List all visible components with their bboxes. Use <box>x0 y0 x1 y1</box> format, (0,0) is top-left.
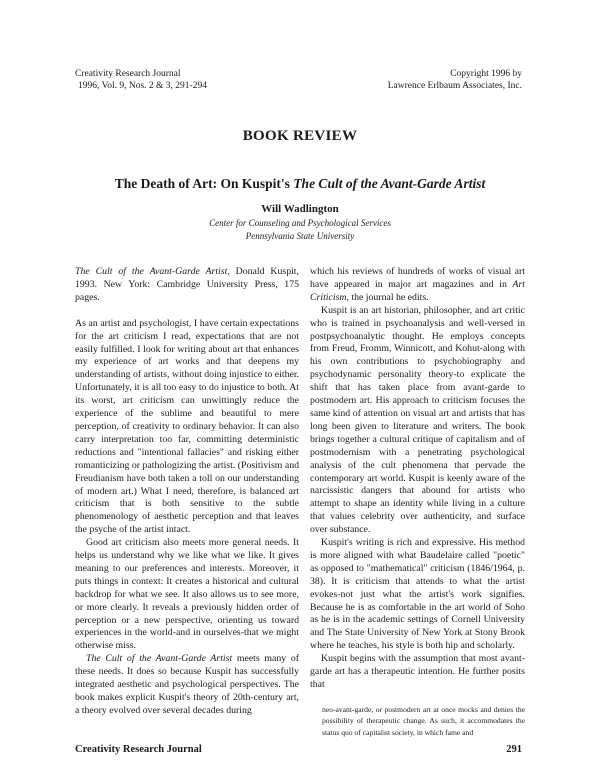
author-affiliation-1: Center for Counseling and Psychological Services <box>209 218 391 228</box>
right-paragraph-2: Kuspit is an art historian, philosopher, and art critic who is trained in psychoanalysis and well-versed in postpsychoanalytic thought. He employs concepts from Freud, Fromm, Winnicott, and Kohut-along with his own contributions to psychobiography and psychodynamic personality theory-to explicate the shift that has taken place from avant-garde to postmodern art. His approach to criticism focuses the same kind of attention on visual art and artists that has long been given to literature and writers. The book brings together a cultural critique of capitalism and of postmodernism with a penetrating psychological analysis of the cult phenomena that pervade the contemporary art world. Kuspit is keenly aware of the narcissistic dangers that abound for artists who attempt to shape an identity while living in a culture that values celebrity over authenticity, and surface over substance. <box>310 304 525 536</box>
left-paragraph-3 <box>75 653 299 718</box>
book-citation <box>75 266 299 305</box>
r1-start: which his reviews of hundreds of works of visual art have appeared in major art magazines and in <box>310 266 525 290</box>
author-name: Will Wadlington <box>261 203 339 215</box>
publisher-name: Lawrence Erlbaum Associates, Inc. <box>387 81 522 91</box>
journal-name: Creativity Research Journal <box>75 69 181 79</box>
r1-end: the journal he edits. <box>348 291 429 303</box>
footer-journal: Creativity Research Journal <box>75 744 202 755</box>
section-title: BOOK REVIEW <box>242 128 358 144</box>
citation-details: Donald Kuspit, 1993. New York: Cambridge University Press, 175 pages. <box>75 266 299 303</box>
p3-text: meets many of these needs. It does so because Kuspit has successfully integrated aesthetic and psychological perspectives. The book makes explicit Kuspit's theory of 20th-century art, a theory evolved over several decades during <box>75 653 299 716</box>
title-prefix: The Death of Art: On Kuspit's <box>114 176 294 191</box>
author-affiliation-2: Pennsylvania State University <box>245 231 355 241</box>
running-header-right <box>388 68 522 92</box>
block-quote: neo-avant-garde, or postmodern art at once mocks and denies the possibility of therapeutic change. As such, it accommodates the status quo of capitalist society, in which fame and <box>322 704 525 737</box>
right-paragraph-1 <box>310 266 525 305</box>
citation-book-title: The Cult of the Avant-Garde Artist, <box>75 266 230 277</box>
left-column <box>75 266 299 718</box>
right-paragraph-3: Kuspit's writing is rich and expressive. His method is more aligned with what Baudelaire called "poetic" as opposed to "mathematical" criticism (1846/1964, p. 38). It is criticism that attends to what the artist evokes-not just what the artist's work signifies. Because he is as comfortable in the art world of Soho as he is in the academic settings of Cornell University and The State University of New York at Stony Brook where he teaches, his style is both hip and scholarly. <box>310 537 525 652</box>
right-paragraph-4: Kuspit begins with the assumption that most avant-garde art has a therapeutic intention. He further posits that <box>310 653 525 690</box>
right-column <box>310 266 525 738</box>
left-paragraph-2: Good art criticism also meets more general needs. It helps us understand why we like what we like. It gives meaning to our preferences and interests. Moreover, it puts things in context: It creates a historical and cultural backdrop for what we see. It also allows us to see more, or more clearly. It reveals a previously hidden order of perception or a new perspective, orienting us toward experiences in the world-and in ourselves-that we might otherwise miss. <box>75 537 299 652</box>
p3-book-title: The Cult of the Avant-Garde Artist <box>86 653 233 665</box>
copyright-line: Copyright 1996 by <box>450 69 522 79</box>
left-paragraph-1: As an artist and psychologist, I have certain expectations for the art criticism I read, expectations that are not easily fulfilled. I look for writing about art that enhances my experience of art works and that deepens my understanding of artists, without doing injustice to either. Unfortunately, it is all too easy to do injustice to both. At its worst, art criticism can unwittingly reduce the experience of the sublime and beautiful to mere perception, of creativity to ordinary behavior. It can also carry interpretation too far, committing deterministic reductions and "intentional fallacies" and risking either romanticizing or pathologizing the artist. (Positivism and Freudianism have both taken a toll on our understanding of modern art.) What I need, therefore, is balanced art criticism that is both sensitive to the subtle phenomenology of aesthetic perception and that leaves the psyche of the artist intact. <box>75 317 299 536</box>
running-header-left <box>75 68 207 92</box>
r1-journal: Art Criticism, <box>310 278 525 303</box>
title-book: The Cult of the Avant-Garde Artist <box>293 176 486 191</box>
article-title <box>0 176 600 192</box>
page-number: 291 <box>506 744 522 755</box>
issue-info: 1996, Vol. 9, Nos. 2 & 3, 291-294 <box>78 81 207 91</box>
